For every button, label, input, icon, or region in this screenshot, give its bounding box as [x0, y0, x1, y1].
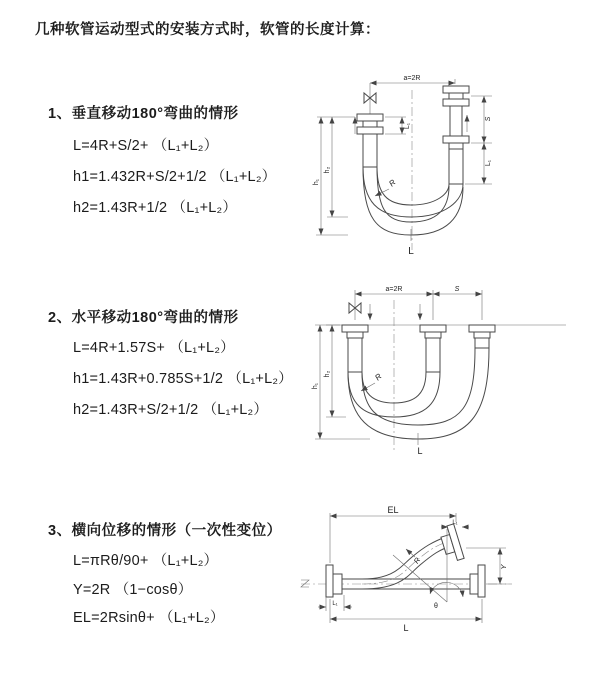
- angle-theta: [430, 582, 463, 610]
- section-1-formula-L: L=4R+S/2+ （L₁+L₂）: [73, 138, 219, 154]
- dim-label-h1: h₁: [312, 382, 319, 390]
- dim-label-r: R: [373, 371, 384, 383]
- lateral-displacement-diagram: [298, 505, 598, 635]
- dim-label-l1-left: L₁: [404, 122, 411, 130]
- left-flange: [357, 114, 383, 167]
- right-flange-assembly: [443, 86, 469, 184]
- middle-flange: [420, 325, 446, 372]
- dim-label-r: R: [411, 555, 423, 566]
- braided-hose-section: [449, 149, 463, 184]
- section-3-heading: 3、横向位移的情形（一次性变位）: [48, 523, 282, 539]
- dim-label-l: L: [417, 446, 423, 456]
- dim-label-theta: θ: [434, 603, 438, 610]
- right-flange: [469, 325, 495, 348]
- length-callout: [417, 433, 422, 456]
- dim-label-l1-right: L₁: [485, 159, 492, 167]
- el-dimension: [330, 505, 456, 566]
- hose-curves: [363, 167, 463, 235]
- left-flange: [342, 325, 368, 372]
- section-2-formula-h2: h2=1.43R+S/2+1/2 （L₁+L₂）: [73, 402, 269, 418]
- top-dimensions: [355, 286, 482, 320]
- top-dimension-a2r: [370, 75, 455, 84]
- l-dimension: [330, 599, 482, 633]
- braided-hose-section: [426, 338, 440, 372]
- vertical-180-bend-diagram: [312, 70, 597, 262]
- dim-label-h2: h₂: [324, 166, 331, 174]
- section-3-formula-EL: EL=2Rsinθ+ （L₁+L₂）: [73, 610, 225, 626]
- section-1-heading: 1、垂直移动180°弯曲的情形: [48, 106, 239, 122]
- section-2-formula-L: L=4R+1.57S+ （L₁+L₂）: [73, 340, 235, 356]
- dim-label-h2: h₂: [324, 370, 331, 378]
- section-2-formula-h1: h1=1.43R+0.785S+1/2 （L₁+L₂）: [73, 371, 293, 387]
- left-l1-dimension: [318, 595, 352, 611]
- braided-hose-section: [363, 134, 377, 167]
- dim-label-a2r: a=2R: [385, 286, 403, 293]
- dim-label-a2r: a=2R: [403, 75, 421, 82]
- dim-label-l1-left: L₁: [332, 601, 338, 607]
- dim-label-s: S: [454, 286, 460, 293]
- section-3-formula-L: L=πRθ/90+ （L₁+L₂）: [73, 553, 219, 569]
- left-l1-dimension: [385, 117, 411, 134]
- hose-curves: [348, 348, 489, 439]
- radius-callout: [406, 549, 423, 565]
- upper-l1-dimension: [441, 520, 469, 527]
- dim-label-el: EL: [387, 505, 399, 515]
- page-title: 几种软管运动型式的安装方式时，软管的长度计算：: [35, 22, 380, 38]
- dim-label-l: L: [403, 623, 409, 633]
- movement-arrows: [370, 304, 420, 320]
- section-1-formula-h1: h1=1.432R+S/2+1/2 （L₁+L₂）: [73, 169, 277, 185]
- section-1-formula-h2: h2=1.43R+1/2 （L₁+L₂）: [73, 200, 238, 216]
- dim-label-l: L: [408, 246, 414, 257]
- left-flange: [326, 565, 342, 597]
- lower-right-flange: [470, 565, 485, 597]
- dim-label-h1: h₁: [313, 178, 320, 186]
- centerline-break-mark: [301, 580, 309, 587]
- s-curve-hose: [362, 536, 452, 589]
- radius-callout: [361, 372, 384, 391]
- dim-label-l1-right: L₁: [452, 520, 458, 526]
- dim-label-s: S: [485, 116, 492, 122]
- horizontal-180-bend-diagram: [310, 282, 600, 457]
- section-3-formula-Y: Y=2R （1−cosθ）: [73, 582, 193, 598]
- braided-hose-section: [348, 338, 362, 372]
- section-2-heading: 2、水平移动180°弯曲的情形: [48, 310, 239, 326]
- dim-label-y: Y: [499, 564, 508, 570]
- left-dimensions: [313, 117, 355, 235]
- length-callout: [408, 229, 414, 257]
- dim-label-r: R: [387, 177, 398, 189]
- valve-icon: [364, 83, 376, 114]
